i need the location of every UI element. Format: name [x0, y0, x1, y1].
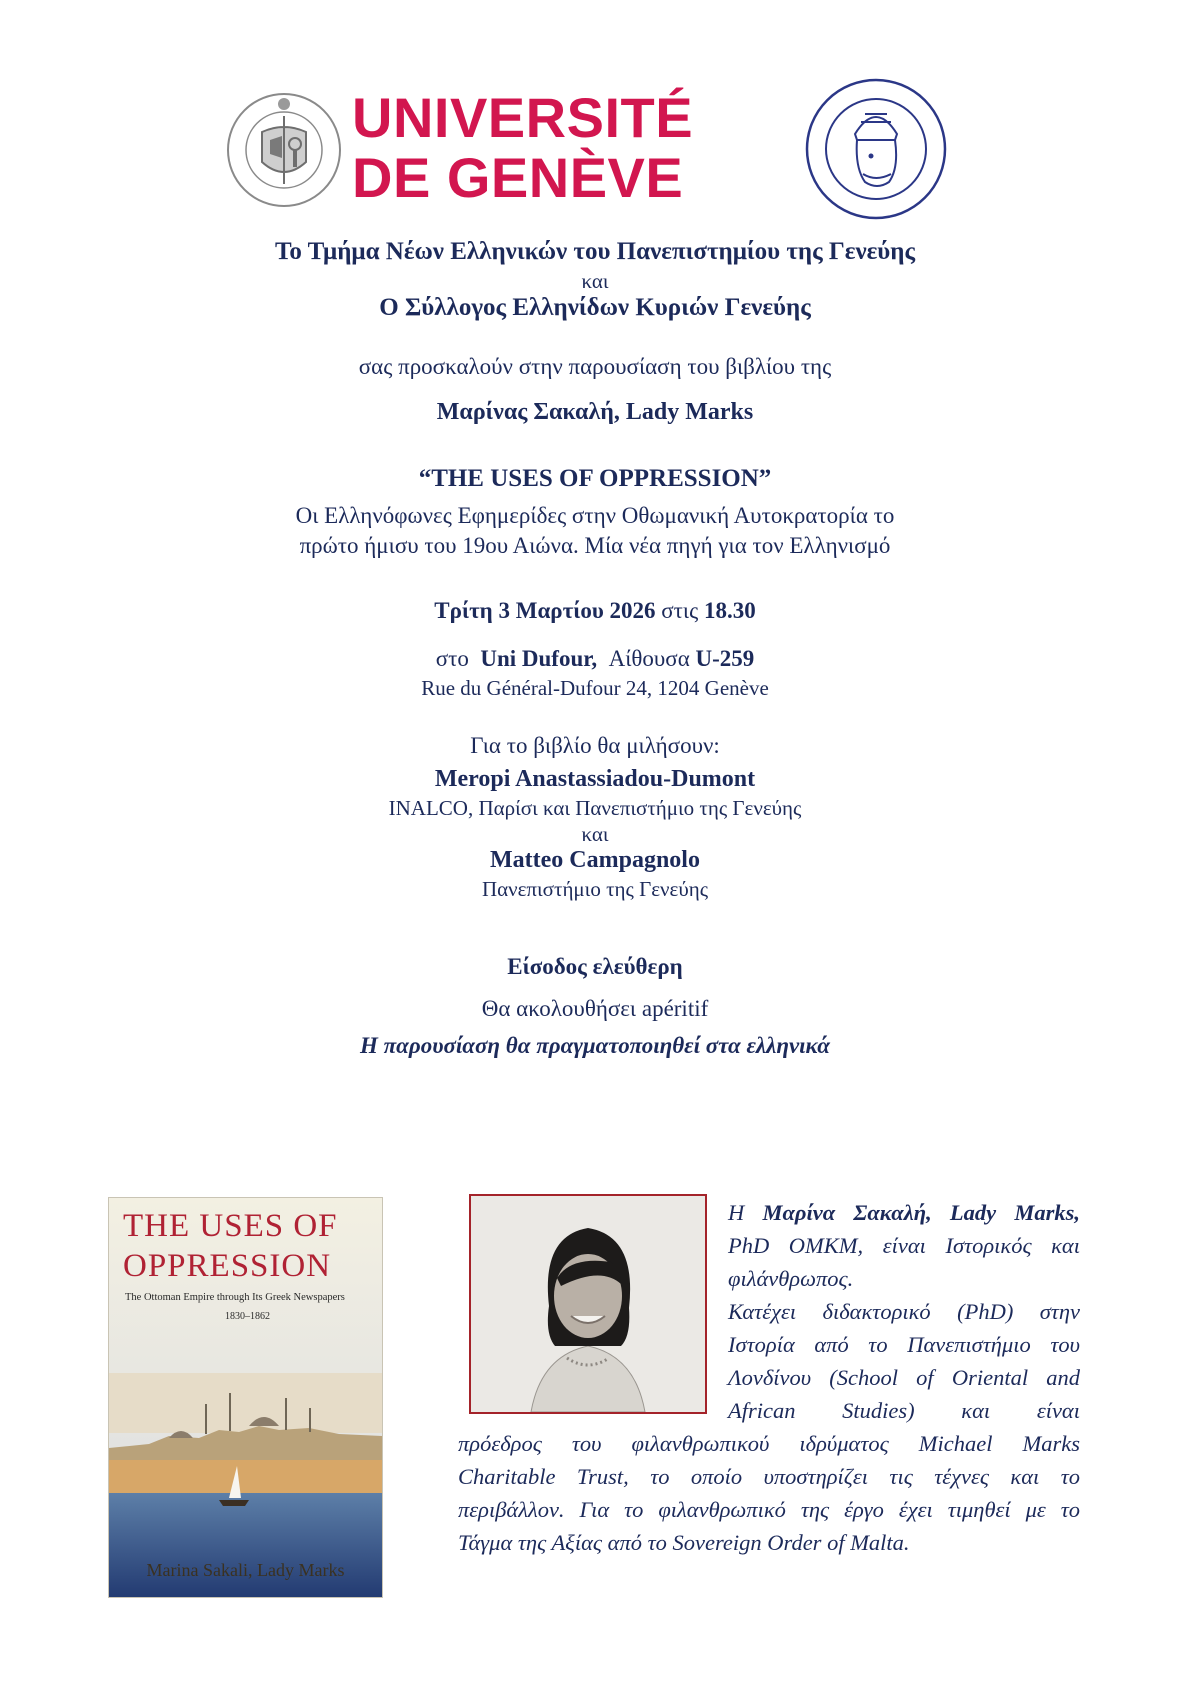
- cover-title: [123, 1206, 373, 1286]
- bio-line-11: Τάγμα της Αξίας από το Sovereign Order of Malta.: [458, 1530, 910, 1555]
- bio-line-3: φιλάνθρωπος.: [728, 1266, 854, 1291]
- bio-line-10: περιβάλλον. Για το φιλανθρωπικό της έργο έχει τιμηθεί με το: [458, 1497, 1080, 1522]
- bio-prefix: Η: [728, 1200, 745, 1225]
- bio-line-4: Κατέχει διδακτορικό (PhD) στην: [728, 1299, 1080, 1324]
- cover-title-line-2: OPPRESSION: [123, 1248, 332, 1284]
- bio-line-9: Charitable Trust, το οποίο υποστηρίζει τις τέχνες και το: [458, 1464, 1080, 1489]
- speaker-2-affiliation: Πανεπιστήμιο της Γενεύης: [481, 877, 709, 901]
- event-address: Rue du Général-Dufour 24, 1204 Genève: [421, 676, 769, 700]
- book-title: “THE USES OF OPPRESSION”: [418, 465, 772, 492]
- bio-line-6: Λονδίνου (School of Oriental and: [728, 1365, 1080, 1390]
- bio-line-2: PhD OMKM, είναι Ιστορικός και: [728, 1233, 1080, 1258]
- bio-line-1: [728, 1196, 1080, 1229]
- room-number: U-259: [695, 646, 755, 671]
- book-cover-image: [108, 1197, 383, 1598]
- bio-line-5: Ιστορία από το Πανεπιστήμιο του: [728, 1332, 1080, 1357]
- cover-author: Marina Sakali, Lady Marks: [146, 1560, 345, 1580]
- aperitif-note: Θα ακολουθήσει apéritif: [481, 996, 709, 1021]
- bio-line-8: πρόεδρος του φιλανθρωπικού ιδρύματος Michael Marks: [458, 1431, 1080, 1456]
- speaker-1-name: Meropi Anastassiadou-Dumont: [434, 766, 756, 792]
- event-time: 18.30: [703, 598, 756, 623]
- book-author: Μαρίνας Σακαλή, Lady Marks: [436, 399, 754, 425]
- book-subtitle-line-1: Οι Ελληνόφωνες Εφημερίδες στην Οθωμανική Αυτοκρατορία το: [295, 503, 895, 528]
- organizer-1: Το Τμήμα Νέων Ελληνικών του Πανεπιστημίου της Γενεύης: [274, 238, 916, 265]
- organizer-2: Ο Σύλλογος Ελληνίδων Κυριών Γενεύης: [379, 294, 811, 321]
- language-note: Η παρουσίαση θα πραγματοποιηθεί στα ελληνικά: [359, 1033, 831, 1058]
- wordmark-line-2: DE GENÈVE: [352, 146, 684, 209]
- book-subtitle-line-2: πρώτο ήμισυ του 19ου Αιώνα. Μία νέα πηγή για τον Ελληνισμό: [299, 533, 891, 558]
- portrait-photo: [471, 1196, 705, 1412]
- and-connector-2: και: [581, 822, 609, 846]
- free-entry: Είσοδος ελεύθερη: [507, 954, 683, 979]
- author-bio-top: [728, 1196, 1080, 1427]
- bio-author-name: Μαρίνα Σακαλή, Lady Marks,: [762, 1200, 1080, 1225]
- cover-years: 1830–1862: [225, 1311, 270, 1322]
- venue-prefix: στο: [435, 646, 469, 671]
- university-seal-icon: [226, 92, 342, 208]
- bio-line-7: African Studies) και είναι: [728, 1398, 1080, 1423]
- invitation-text: σας προσκαλούν στην παρουσίαση του βιβλίου της: [358, 354, 832, 379]
- association-seal-icon: [805, 78, 947, 220]
- venue-name: Uni Dufour,: [480, 646, 598, 671]
- and-connector-1: και: [581, 269, 609, 293]
- event-at: στις: [661, 598, 699, 623]
- room-prefix: Αίθουσα: [608, 646, 690, 671]
- cover-title-line-1: THE USES OF: [123, 1208, 338, 1244]
- event-date: Τρίτη 3 Μαρτίου 2026: [434, 598, 656, 623]
- event-venue: [0, 646, 1190, 672]
- university-wordmark: [352, 88, 693, 208]
- event-datetime: [0, 598, 1190, 624]
- wordmark-line-1: UNIVERSITÉ: [352, 86, 694, 149]
- speaker-1-affiliation: INALCO, Παρίσι και Πανεπιστήμιο της Γενεύης: [388, 796, 802, 820]
- speaker-2-name: Matteo Campagnolo: [490, 847, 700, 873]
- speakers-intro: Για το βιβλίο θα μιλήσουν:: [470, 733, 720, 758]
- author-portrait: [469, 1194, 707, 1414]
- cover-subtitle: The Ottoman Empire through Its Greek Newspapers: [125, 1292, 345, 1303]
- author-bio-bottom: [458, 1427, 1080, 1559]
